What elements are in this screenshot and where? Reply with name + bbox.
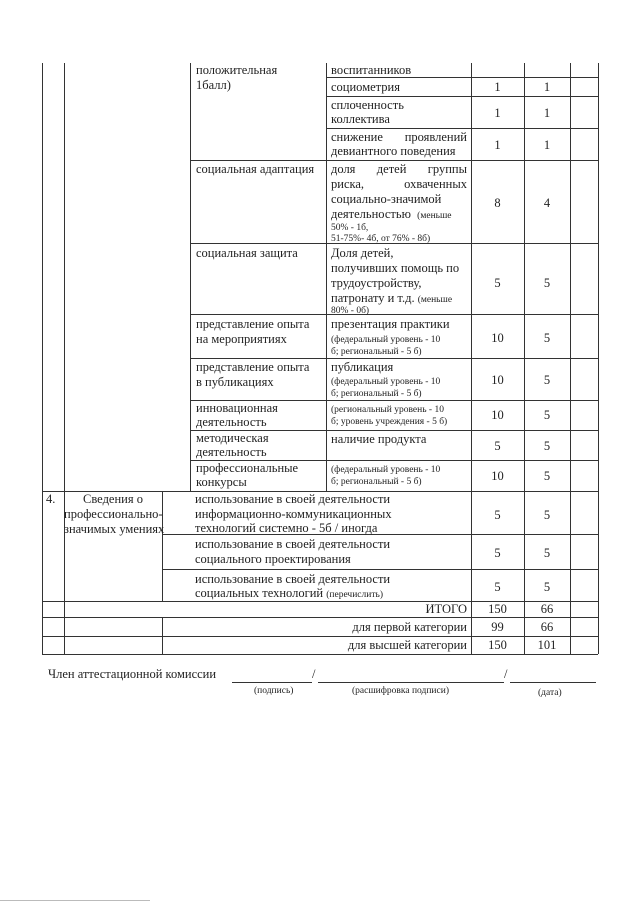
criterion-text: социометрия: [331, 80, 400, 94]
first-category-label: для первой категории: [352, 620, 467, 634]
criterion-text: доля детей группы: [331, 162, 467, 176]
skill-text: информационно-коммуникационных: [195, 507, 392, 521]
skill-text: социальных технологий (перечислить): [195, 586, 383, 600]
section-title: значимых умениях: [64, 522, 165, 536]
criterion-text: деятельностью (меньше: [331, 207, 452, 221]
table-row-line: [326, 96, 598, 97]
indicator-text: представление опыта: [196, 360, 310, 374]
max-score-cell: 10: [491, 373, 504, 387]
skill-text: использование в своей деятельности: [195, 572, 391, 586]
criterion-text: девиантного поведения: [331, 144, 456, 158]
highest-category-score: 101: [537, 638, 557, 652]
table-row-line: [162, 569, 598, 570]
score-cell: 5: [543, 331, 551, 345]
criterion-text: снижение проявлений: [331, 130, 467, 144]
indicator-text: социальная защита: [196, 246, 298, 260]
max-score-cell: 5: [494, 276, 501, 290]
max-score-cell: 5: [494, 508, 501, 522]
max-score-cell: 5: [494, 546, 501, 560]
score-cell: 1: [543, 138, 551, 152]
criterion-note: б; региональный - 5 б): [331, 477, 422, 487]
table-border-right: [598, 63, 599, 654]
criterion-text: наличие продукта: [331, 432, 427, 446]
criterion-text: риска, охваченных: [331, 177, 467, 191]
criterion-note: б; региональный - 5 б): [331, 347, 422, 357]
criterion-text: трудоустройству,: [331, 276, 422, 290]
signature-line: [232, 682, 312, 683]
table-col-line-num: [64, 63, 65, 654]
criterion-note: 50% - 1б,: [331, 223, 369, 233]
total-max: 150: [488, 602, 507, 616]
table-row-line: [42, 636, 598, 637]
criterion-text: сплоченность: [331, 98, 404, 112]
indicator-text: представление опыта: [196, 317, 310, 331]
indicator-text: социальная адаптация: [196, 162, 315, 176]
indicator-text: профессиональные: [196, 461, 299, 475]
score-cell: 5: [543, 276, 551, 290]
score-cell: 5: [543, 546, 551, 560]
max-score-cell: 8: [494, 196, 501, 210]
table-row-line: [190, 314, 598, 315]
indicator-text: конкурсы: [196, 475, 247, 489]
max-score-cell: 5: [494, 580, 501, 594]
scan-artifact-line: [0, 900, 150, 901]
date-caption: (дата): [538, 688, 562, 698]
score-cell: 4: [543, 196, 551, 210]
indicator-text: в публикациях: [196, 375, 274, 389]
skill-text: технологий системно - 5б / иногда: [195, 521, 378, 535]
criterion-note: (федеральный уровень - 10: [331, 465, 441, 475]
indicator-text: инновационная: [196, 401, 278, 415]
section-number: 4.: [46, 492, 56, 506]
score-cell: 5: [543, 373, 551, 387]
first-category-max: 99: [491, 620, 504, 634]
decoding-caption: (расшифровка подписи): [352, 686, 449, 696]
criterion-note: (федеральный уровень - 10: [331, 377, 441, 387]
score-cell: 5: [543, 408, 551, 422]
max-score-cell: 10: [491, 408, 504, 422]
skill-text: использование в своей деятельности: [195, 492, 391, 506]
criterion-text: воспитанников: [331, 63, 412, 77]
criterion-text: коллектива: [331, 112, 390, 126]
criterion-note: б; уровень учреждения - 5 б): [331, 417, 448, 427]
indicator-text: 1балл): [196, 78, 231, 92]
criterion-text: социально-значимой: [331, 192, 442, 206]
highest-category-label: для высшей категории: [347, 638, 467, 652]
skill-text: социального проектирования: [195, 552, 351, 566]
decoding-line: [318, 682, 504, 683]
total-score: 66: [540, 602, 554, 616]
indicator-text: положительная: [196, 63, 278, 77]
section-title: Сведения о: [83, 492, 143, 506]
criterion-text: получивших помощь по: [331, 261, 460, 275]
commission-member-label: Член аттестационной комиссии: [48, 667, 217, 681]
total-label: ИТОГО: [425, 602, 467, 616]
max-score-cell: 1: [494, 106, 501, 120]
signature-caption: (подпись): [254, 686, 294, 696]
max-score-cell: 10: [491, 331, 504, 345]
criterion-note: (федеральный уровень - 10: [331, 335, 441, 345]
criterion-note: (региональный уровень - 10: [331, 405, 444, 415]
table-row-line: [190, 160, 598, 161]
score-cell: 5: [543, 469, 551, 483]
score-cell: 5: [543, 439, 551, 453]
criterion-note: б; региональный - 5 б): [331, 389, 422, 399]
score-cell: 5: [543, 580, 551, 594]
date-line: [510, 682, 596, 683]
skill-text: использование в своей деятельности: [195, 537, 391, 551]
criterion-text: презентация практики: [331, 317, 450, 331]
score-cell: 1: [543, 80, 551, 94]
separator: /: [312, 667, 316, 681]
first-category-score: 66: [540, 620, 554, 634]
score-cell: 1: [543, 106, 551, 120]
table-border-left: [42, 63, 43, 654]
indicator-text: деятельность: [196, 445, 267, 459]
indicator-text: методическая: [196, 431, 269, 445]
table-border-bottom: [42, 654, 598, 655]
max-score-cell: 1: [494, 138, 501, 152]
max-score-cell: 1: [494, 80, 501, 94]
criterion-text: Доля детей,: [331, 246, 394, 260]
criterion-note: 80% - 0б): [331, 306, 370, 316]
section-title: профессионально-: [64, 507, 163, 521]
score-cell: 5: [543, 508, 551, 522]
table-col-line-section: [190, 63, 191, 491]
max-score-cell: 5: [494, 439, 501, 453]
criterion-text: публикация: [331, 360, 394, 374]
table-row-line: [42, 617, 598, 618]
max-score-cell: 10: [491, 469, 504, 483]
separator: /: [504, 667, 508, 681]
criterion-note: 51-75%- 4б, от 76% - 8б): [331, 234, 431, 244]
criterion-text: патронату и т.д. (меньше: [331, 291, 453, 305]
table-row-line: [326, 128, 598, 129]
highest-category-max: 150: [488, 638, 507, 652]
indicator-text: на мероприятиях: [196, 332, 287, 346]
indicator-text: деятельность: [196, 415, 267, 429]
